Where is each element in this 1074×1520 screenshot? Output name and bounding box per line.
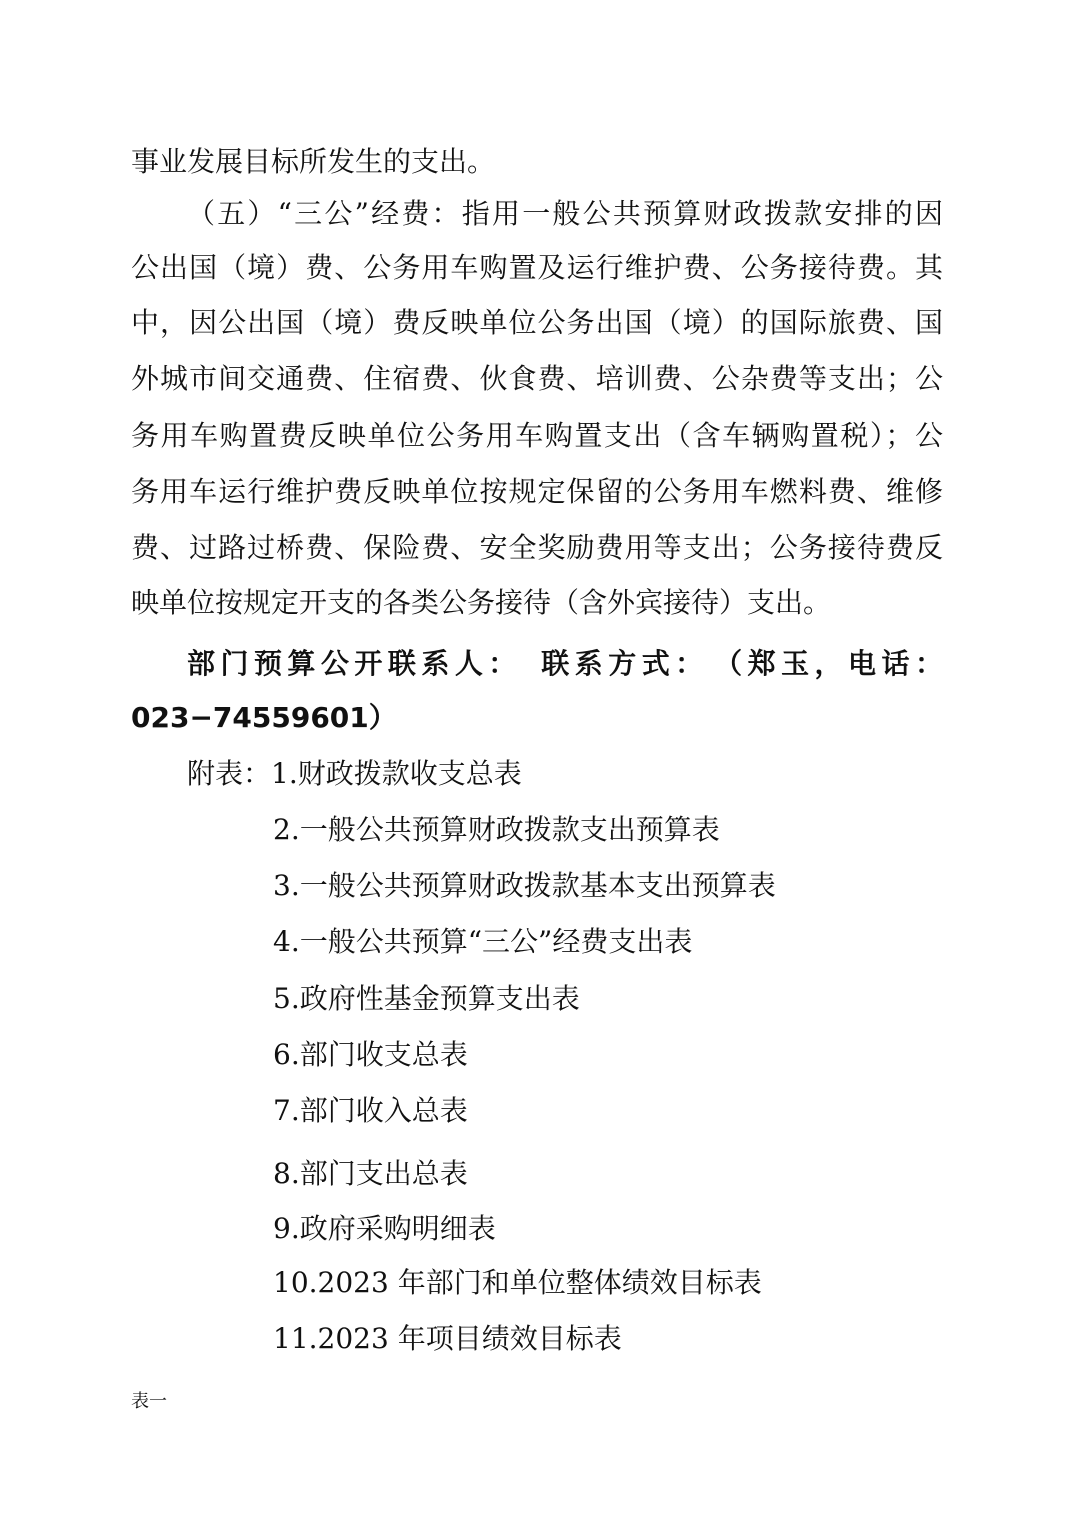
paragraph-line: （五）“三公”经费：指用一般公共预算财政拨款安排的因 [187,197,943,230]
appendix-item: 9.政府采购明细表 [273,1212,496,1245]
appendix-item: 8.部门支出总表 [273,1157,468,1190]
paragraph-line: 中，因公出国（境）费反映单位公务出国（境）的国际旅费、国 [131,306,943,339]
appendix-item: 3.一般公共预算财政拨款基本支出预算表 [273,869,776,902]
appendix-item: 7.部门收入总表 [273,1094,468,1127]
contact-line: 部门预算公开联系人： 联系方式： （郑玉，电话： [187,647,943,680]
paragraph-line: 事业发展目标所发生的支出。 [131,145,496,178]
appendix-item: 4.一般公共预算“三公”经费支出表 [273,925,693,958]
appendix-item: 2.一般公共预算财政拨款支出预算表 [273,813,720,846]
appendix-item: 5.政府性基金预算支出表 [273,982,580,1015]
paragraph-line: 务用车购置费反映单位公务用车购置支出（含车辆购置税）；公 [131,419,943,452]
paragraph-line: 务用车运行维护费反映单位按规定保留的公务用车燃料费、维修 [131,475,943,508]
appendix-item: 10.2023 年部门和单位整体绩效目标表 [273,1266,762,1299]
appendix-label: 附表：1.财政拨款收支总表 [187,757,522,790]
paragraph-line: 外城市间交通费、住宿费、伙食费、培训费、公杂费等支出；公 [131,362,943,395]
table-label: 表一 [131,1391,167,1412]
paragraph-line: 公出国（境）费、公务用车购置及运行维护费、公务接待费。其 [131,251,943,284]
contact-phone: 023−74559601） [131,701,397,734]
paragraph-line: 费、过路过桥费、保险费、安全奖励费用等支出；公务接待费反 [131,531,943,564]
paragraph-line: 映单位按规定开支的各类公务接待（含外宾接待）支出。 [131,586,832,619]
appendix-item: 6.部门收支总表 [273,1038,468,1071]
appendix-item: 11.2023 年项目绩效目标表 [273,1322,622,1355]
